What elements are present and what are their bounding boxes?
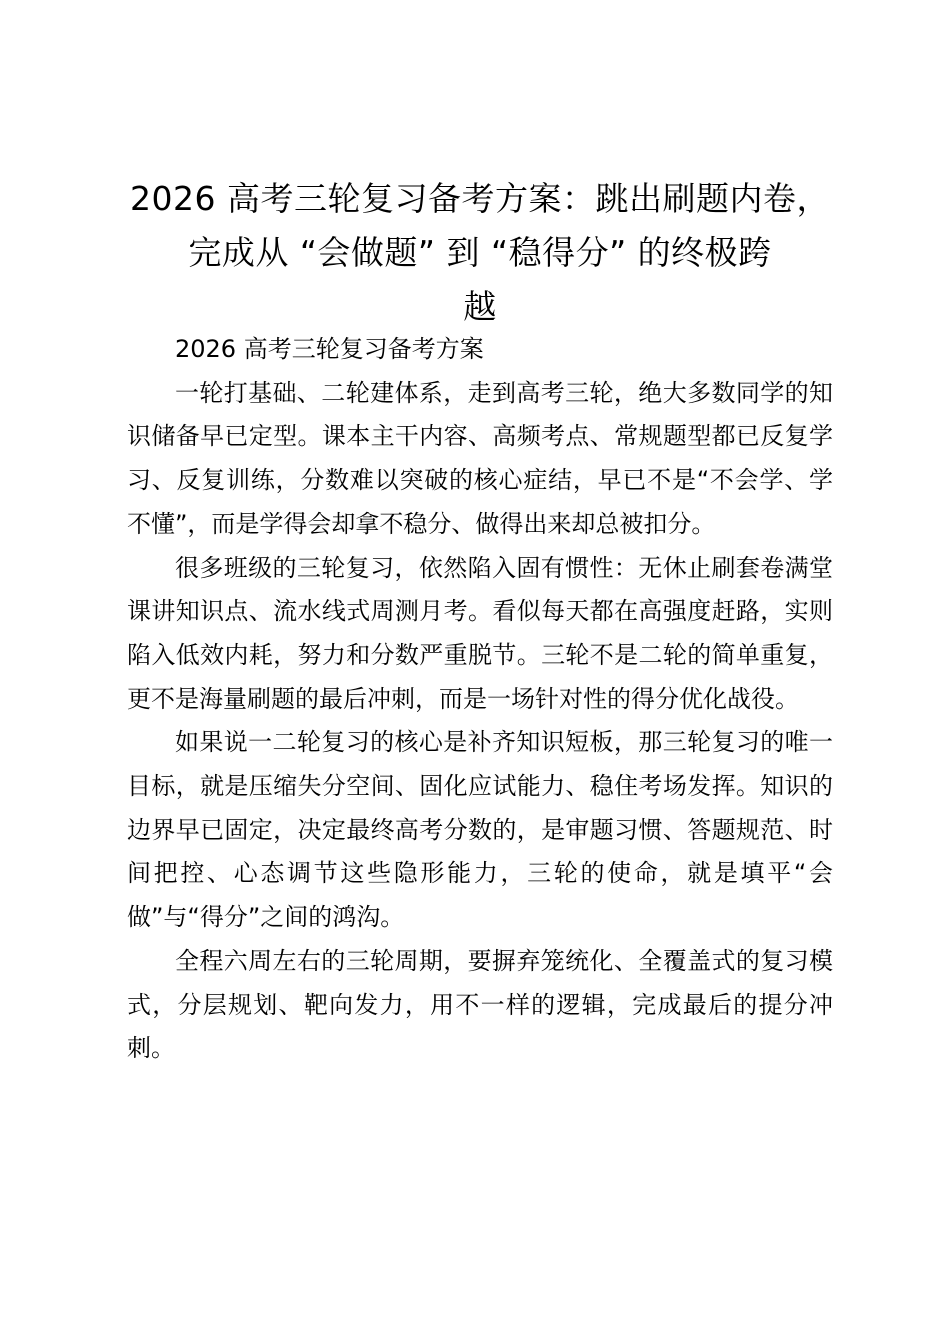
document-title <box>125 172 835 334</box>
body-paragraph: 很多班级的三轮复习，依然陷入固有惯性：无休止刷套卷满堂课讲知识点、流水线式周测月考。看似每天都在高强度赶路，实则陷入低效内耗，努力和分数严重脱节。三轮不是二轮的简单重复，更不是海量刷题的最后冲刺，而是一场针对性的得分优化战役。 <box>127 553 833 713</box>
body-paragraph: 如果说一二轮复习的核心是补齐知识短板，那三轮复习的唯一目标，就是压缩失分空间、固化应试能力、稳住考场发挥。知识的边界早已固定，决定最终高考分数的，是审题习惯、答题规范、时间把控、心态调节这些隐形能力，三轮的使命，就是填平“会做”与“得分”之间的鸿沟。 <box>127 728 833 932</box>
document-body <box>127 328 833 1071</box>
body-paragraph: 全程六周左右的三轮周期，要摒弃笼统化、全覆盖式的复习模式，分层规划、靶向发力，用不一样的逻辑，完成最后的提分冲刺。 <box>127 946 833 1063</box>
title-line: 完成从 “会做题” 到 “稳得分” 的终极跨 <box>188 233 772 272</box>
title-line: 越 <box>463 287 497 326</box>
title-line: 2026 高考三轮复习备考方案：跳出刷题内卷， <box>130 179 830 218</box>
subtitle-paragraph: 2026 高考三轮复习备考方案 <box>175 335 484 363</box>
body-paragraph: 一轮打基础、二轮建体系，走到高考三轮，绝大多数同学的知识储备早已定型。课本主干内容、高频考点、常规题型都已反复学习、反复训练，分数难以突破的核心症结，早已不是“不会学、学不懂”，而是学得会却拿不稳分、做得出来却总被扣分。 <box>127 378 833 538</box>
